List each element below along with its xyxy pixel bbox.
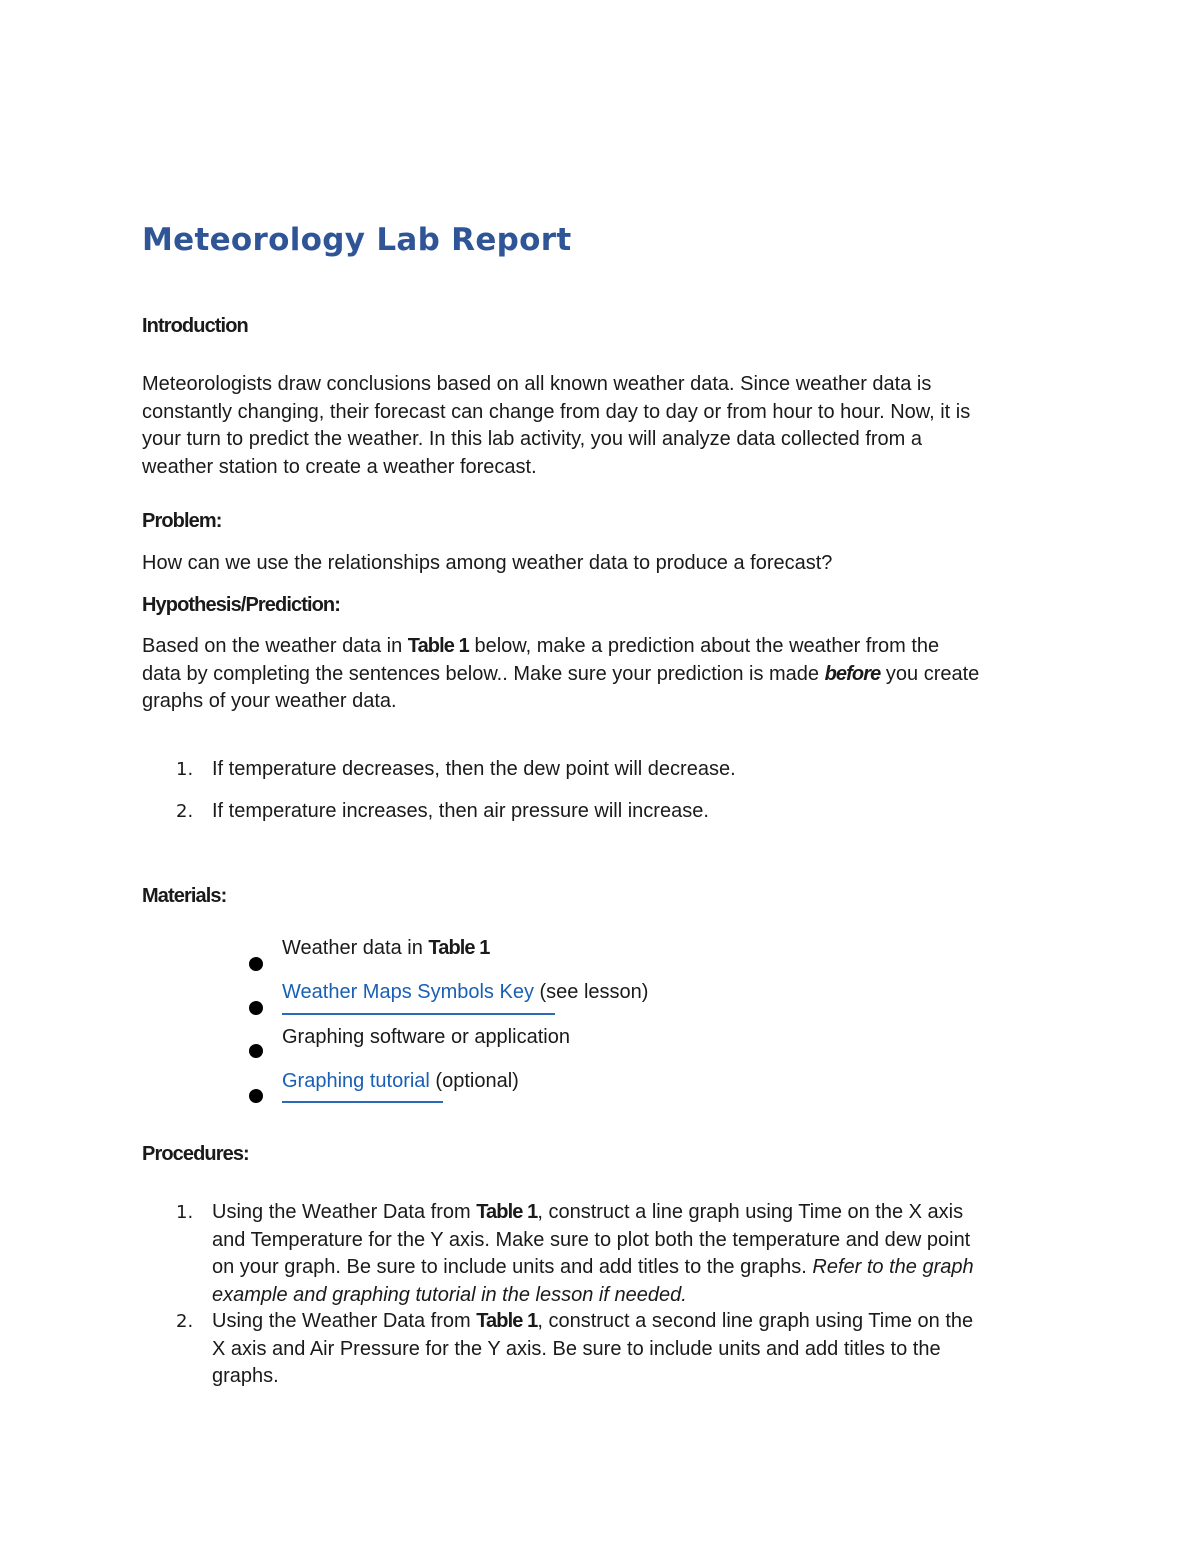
list-number: 2. (176, 1311, 194, 1332)
procedure-line (212, 1254, 1062, 1282)
problem-text: How can we use the relationships among weather data to produce a forecast? (142, 552, 833, 574)
problem-heading: Problem: (142, 510, 222, 532)
hypothesis-line (142, 661, 1072, 689)
procedure-text: , construct a second line graph using Time on the (537, 1310, 974, 1332)
procedure-italic-text: Refer to the graph (812, 1256, 974, 1278)
list-number: 2. (176, 801, 194, 822)
material-text: (optional) (429, 1070, 519, 1092)
procedure-line (212, 1282, 1062, 1310)
procedure-line: graphs. (212, 1365, 279, 1387)
procedure-italic-text: example and graphing tutorial in the lesson if needed. (212, 1283, 687, 1306)
hypothesis-paragraph (142, 633, 1072, 716)
procedure-line: X axis and Air Pressure for the Y axis. Be sure to include units and add titles to the (212, 1337, 941, 1360)
link-underline (282, 1101, 443, 1103)
material-text: (see lesson) (533, 981, 649, 1003)
procedure-text: Using the Weather Data from (212, 1201, 477, 1223)
weather-maps-symbols-key-link[interactable]: Weather Maps Symbols Key (282, 981, 534, 1003)
link-underline (282, 1013, 555, 1015)
table-reference: Table 1 (407, 635, 469, 657)
hypothesis-line: graphs of your weather data. (142, 690, 397, 713)
materials-heading: Materials: (142, 885, 227, 907)
procedure-text: Using the Weather Data from (212, 1310, 477, 1332)
introduction-line: your turn to predict the weather. In this lab activity, you will analyze data collected from a (142, 428, 923, 451)
procedure-line (212, 1308, 1062, 1336)
procedure-text: on your graph. Be sure to include units and add titles to the graphs. (212, 1256, 813, 1278)
hypothesis-heading: Hypothesis/Prediction: (142, 594, 341, 616)
list-item (212, 1308, 1062, 1391)
list-item: If temperature increases, then air pressure will increase. (212, 800, 709, 822)
list-item (282, 937, 490, 960)
hypothesis-text: you create (880, 662, 980, 685)
introduction-line: constantly changing, their forecast can change from day to day or from hour to hour. Now, it is (142, 400, 971, 423)
introduction-line: Meteorologists draw conclusions based on all known weather data. Since weather data is (142, 373, 932, 395)
graphing-tutorial-link[interactable]: Graphing tutorial (282, 1070, 430, 1092)
document-title: Meteorology Lab Report (142, 222, 572, 258)
emphasis-before: before (824, 662, 881, 685)
hypothesis-text: below, make a prediction about the weather from the (468, 635, 940, 657)
introduction-paragraph (142, 371, 1072, 482)
table-reference: Table 1 (476, 1310, 538, 1332)
list-item (212, 1199, 1062, 1309)
table-reference: Table 1 (428, 937, 490, 959)
introduction-heading: Introduction (142, 315, 248, 337)
procedure-line (212, 1199, 1062, 1227)
bullet-icon (249, 1044, 263, 1058)
list-number: 1. (176, 759, 194, 780)
list-number: 1. (176, 1202, 194, 1223)
procedures-heading: Procedures: (142, 1143, 249, 1165)
material-text: Weather data in (282, 937, 429, 959)
hypothesis-text: data by completing the sentences below.. Make sure your prediction is made (142, 662, 825, 685)
bullet-icon (249, 1089, 263, 1103)
hypothesis-line (142, 633, 1072, 661)
bullet-icon (249, 957, 263, 971)
list-item (282, 981, 648, 1004)
hypothesis-text: Based on the weather data in (142, 635, 408, 657)
list-item (282, 1070, 519, 1093)
introduction-line: weather station to create a weather forecast. (142, 456, 537, 479)
table-reference: Table 1 (476, 1201, 538, 1223)
list-item: If temperature decreases, then the dew point will decrease. (212, 758, 736, 780)
procedure-line: and Temperature for the Y axis. Make sure to plot both the temperature and dew point (212, 1228, 971, 1251)
procedure-text: , construct a line graph using Time on the X axis (537, 1201, 964, 1223)
list-item: Graphing software or application (282, 1026, 570, 1048)
bullet-icon (249, 1001, 263, 1015)
